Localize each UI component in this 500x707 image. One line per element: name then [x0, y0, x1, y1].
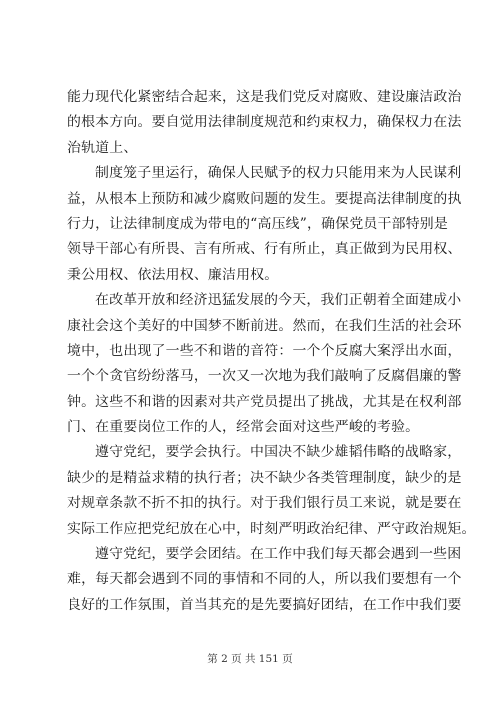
text-line: 治轨道上、	[67, 139, 138, 156]
text-line: 钟。这些不和谐的因素对共产党员提出了挑战，尤其是在权利部	[67, 393, 462, 410]
paragraph	[67, 440, 476, 542]
text-line: 良好的工作氛围，首当其充的是先要搞好团结，在工作中我们要	[67, 596, 462, 613]
text-line: 康社会这个美好的中国梦不断前进。然而，在我们生活的社会环	[67, 317, 462, 334]
page-number-footer: 第 2 页 共 151 页	[207, 653, 293, 665]
text-line: 秉公用权、依法用权、廉洁用权。	[67, 266, 279, 283]
paragraph	[67, 542, 462, 618]
body-text	[67, 85, 476, 618]
paragraph	[67, 288, 462, 440]
text-line: 境中，也出现了一些不和谐的音符：一个个反腐大案浮出水面，	[67, 342, 462, 359]
text-line: 对规章条款不折不扣的执行。对于我们银行员工来说，就是要在	[67, 495, 462, 512]
text-line: 缺少的是精益求精的执行者；决不缺少各类管理制度，缺少的是	[67, 469, 462, 486]
text-line: 实际工作应把党纪放在心中，时刻严明政治纪律、严守政治规矩。	[67, 520, 476, 537]
text-line: 遵守党纪，要学会执行。中国决不缺少雄韬伟略的战略家，	[95, 444, 462, 461]
text-line: 益，从根本上预防和减少腐败问题的发生。要提高法律制度的执	[67, 190, 462, 207]
text-line: 门、在重要岗位工作的人，经常会面对这些严峻的考验。	[67, 419, 420, 436]
text-line: 能力现代化紧密结合起来，这是我们党反对腐败、建设廉洁政治	[67, 89, 462, 105]
text-line: 难，每天都会遇到不同的事情和不同的人，所以我们要想有一个	[67, 571, 462, 588]
text-line: 的根本方向。要自觉用法律制度规范和约束权力，确保权力在法	[67, 114, 462, 131]
text-line: 行力，让法律制度成为带电的“高压线”，确保党员干部特别是	[67, 215, 448, 232]
paragraph	[67, 161, 462, 288]
text-line: 在改革开放和经济迅猛发展的今天，我们正朝着全面建成小	[95, 292, 462, 309]
text-line: 制度笼子里运行，确保人民赋予的权力只能用来为人民谋利	[95, 165, 462, 182]
text-line: 领导干部心有所畏、言有所戒、行有所止，真正做到为民用权、	[67, 241, 462, 258]
text-line: 遵守党纪，要学会团结。在工作中我们每天都会遇到一些困	[95, 546, 462, 563]
text-line: 一个个贪官纷纷落马，一次又一次地为我们敲响了反腐倡廉的警	[67, 368, 462, 385]
paragraph	[67, 85, 462, 161]
